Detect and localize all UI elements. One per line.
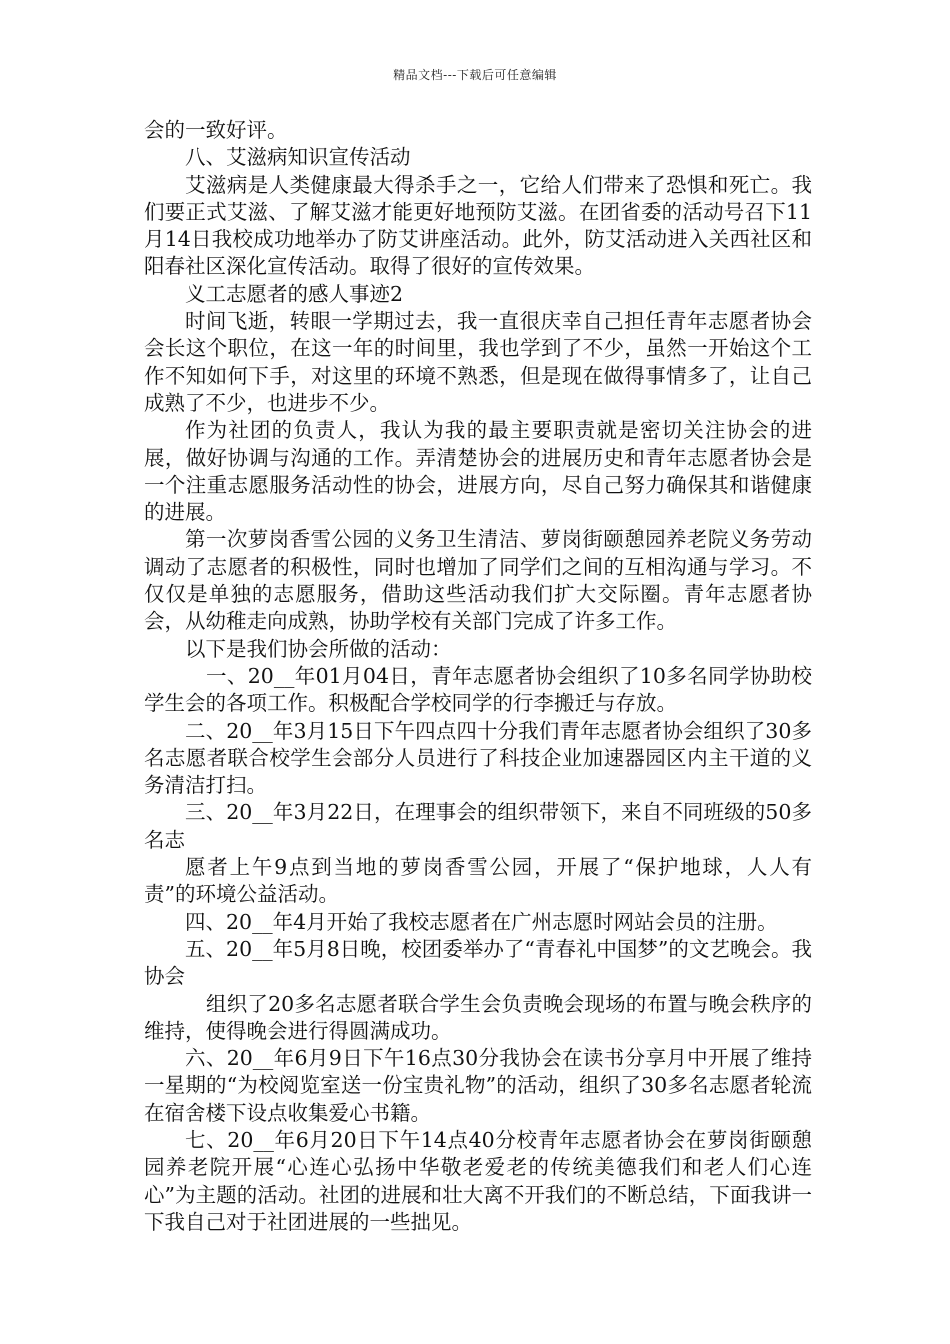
paragraph: 会的一致好评。 xyxy=(144,118,288,142)
list-item: 三、20__年3月22日，在理事会的组织带领下，来自不同班级的50多名志 xyxy=(144,800,812,852)
document-body xyxy=(144,117,812,1236)
list-item: 五、20__年5月8日晚，校团委举办了“青春礼中国梦”的文艺晚会。我协会 xyxy=(144,936,812,989)
paragraph: 愿者上午9点到当地的萝岗香雪公园，开展了“保护地球，人人有责”的环境公益活动。 xyxy=(144,855,812,907)
paragraph: 以下是我们协会所做的活动： xyxy=(185,636,452,661)
paragraph: 作为社团的负责人，我认为我的最主要职责就是密切关注协会的进展，做好协调与沟通的工作。弄清楚协会的进展历史和青年志愿者协会是一个注重志愿服务活动性的协会，进展方向，尽自己努力确保其和谐健康的进展。 xyxy=(144,418,812,525)
list-item: 二、20__年3月15日下午四点四十分我们青年志愿者协会组织了30多名志愿者联合校学生会部分人员进行了科技企业加速器园区内主干道的义务清洁打扫。 xyxy=(144,718,812,798)
list-item: 六、20__年6月9日下午16点30分我协会在读书分享月中开展了维持一星期的“为校阅览室送一份宝贵礼物”的活动，组织了30多名志愿者轮流在宿舍楼下设点收集爱心书籍。 xyxy=(144,1046,812,1125)
list-item: 七、20__年6月20日下午14点40分校青年志愿者协会在萝岗街颐憩园养老院开展“心连心弘扬中华敬老爱老的传统美德我们和老人们心连心”为主题的活动。社团的进展和壮大离不开我们的不断总结，下面我讲一下我自己对于社团进展的一些拙见。 xyxy=(144,1127,812,1234)
paragraph: 艾滋病是人类健康最大得杀手之一，它给人们带来了恐惧和死亡。我们要正式艾滋、了解艾滋才能更好地预防艾滋。在团省委的活动号召下11月14日我校成功地举办了防艾讲座活动。此外，防艾活动进入关西社区和阳春社区深化宣传活动。取得了很好的宣传效果。 xyxy=(144,172,812,279)
paragraph: 组织了20多名志愿者联合学生会负责晚会现场的布置与晚会秩序的维持，使得晚会进行得圆满成功。 xyxy=(144,991,812,1043)
article-title: 义工志愿者的感人事迹2 xyxy=(185,281,404,306)
paragraph: 时间飞逝，转眼一学期过去，我一直很庆幸自己担任青年志愿者协会会长这个职位，在这一年的时间里，我也学到了不少，虽然一开始这个工作不知如何下手，对这里的环境不熟悉，但是现在做得事情多了，让自己成熟了不少，也进步不少。 xyxy=(144,309,812,415)
page-header: 精品文档---下载后可任意编辑 xyxy=(393,68,557,82)
section-heading: 八、艾滋病知识宣传活动 xyxy=(185,145,411,170)
list-item: 一、20__年01月04日，青年志愿者协会组织了10多名同学协助校学生会的各项工作。积极配合学校同学的行李搬迁与存放。 xyxy=(144,663,812,716)
paragraph: 第一次萝岗香雪公园的义务卫生清洁、萝岗街颐憩园养老院义务劳动调动了志愿者的积极性，同时也增加了同学们之间的互相沟通与学习。不仅仅是单独的志愿服务，借助这些活动我们扩大交际圈。青年志愿者协会，从幼稚走向成熟，协助学校有关部门完成了许多工作。 xyxy=(144,527,812,634)
list-item: 四、20__年4月开始了我校志愿者在广州志愿时网站会员的注册。 xyxy=(185,909,778,934)
